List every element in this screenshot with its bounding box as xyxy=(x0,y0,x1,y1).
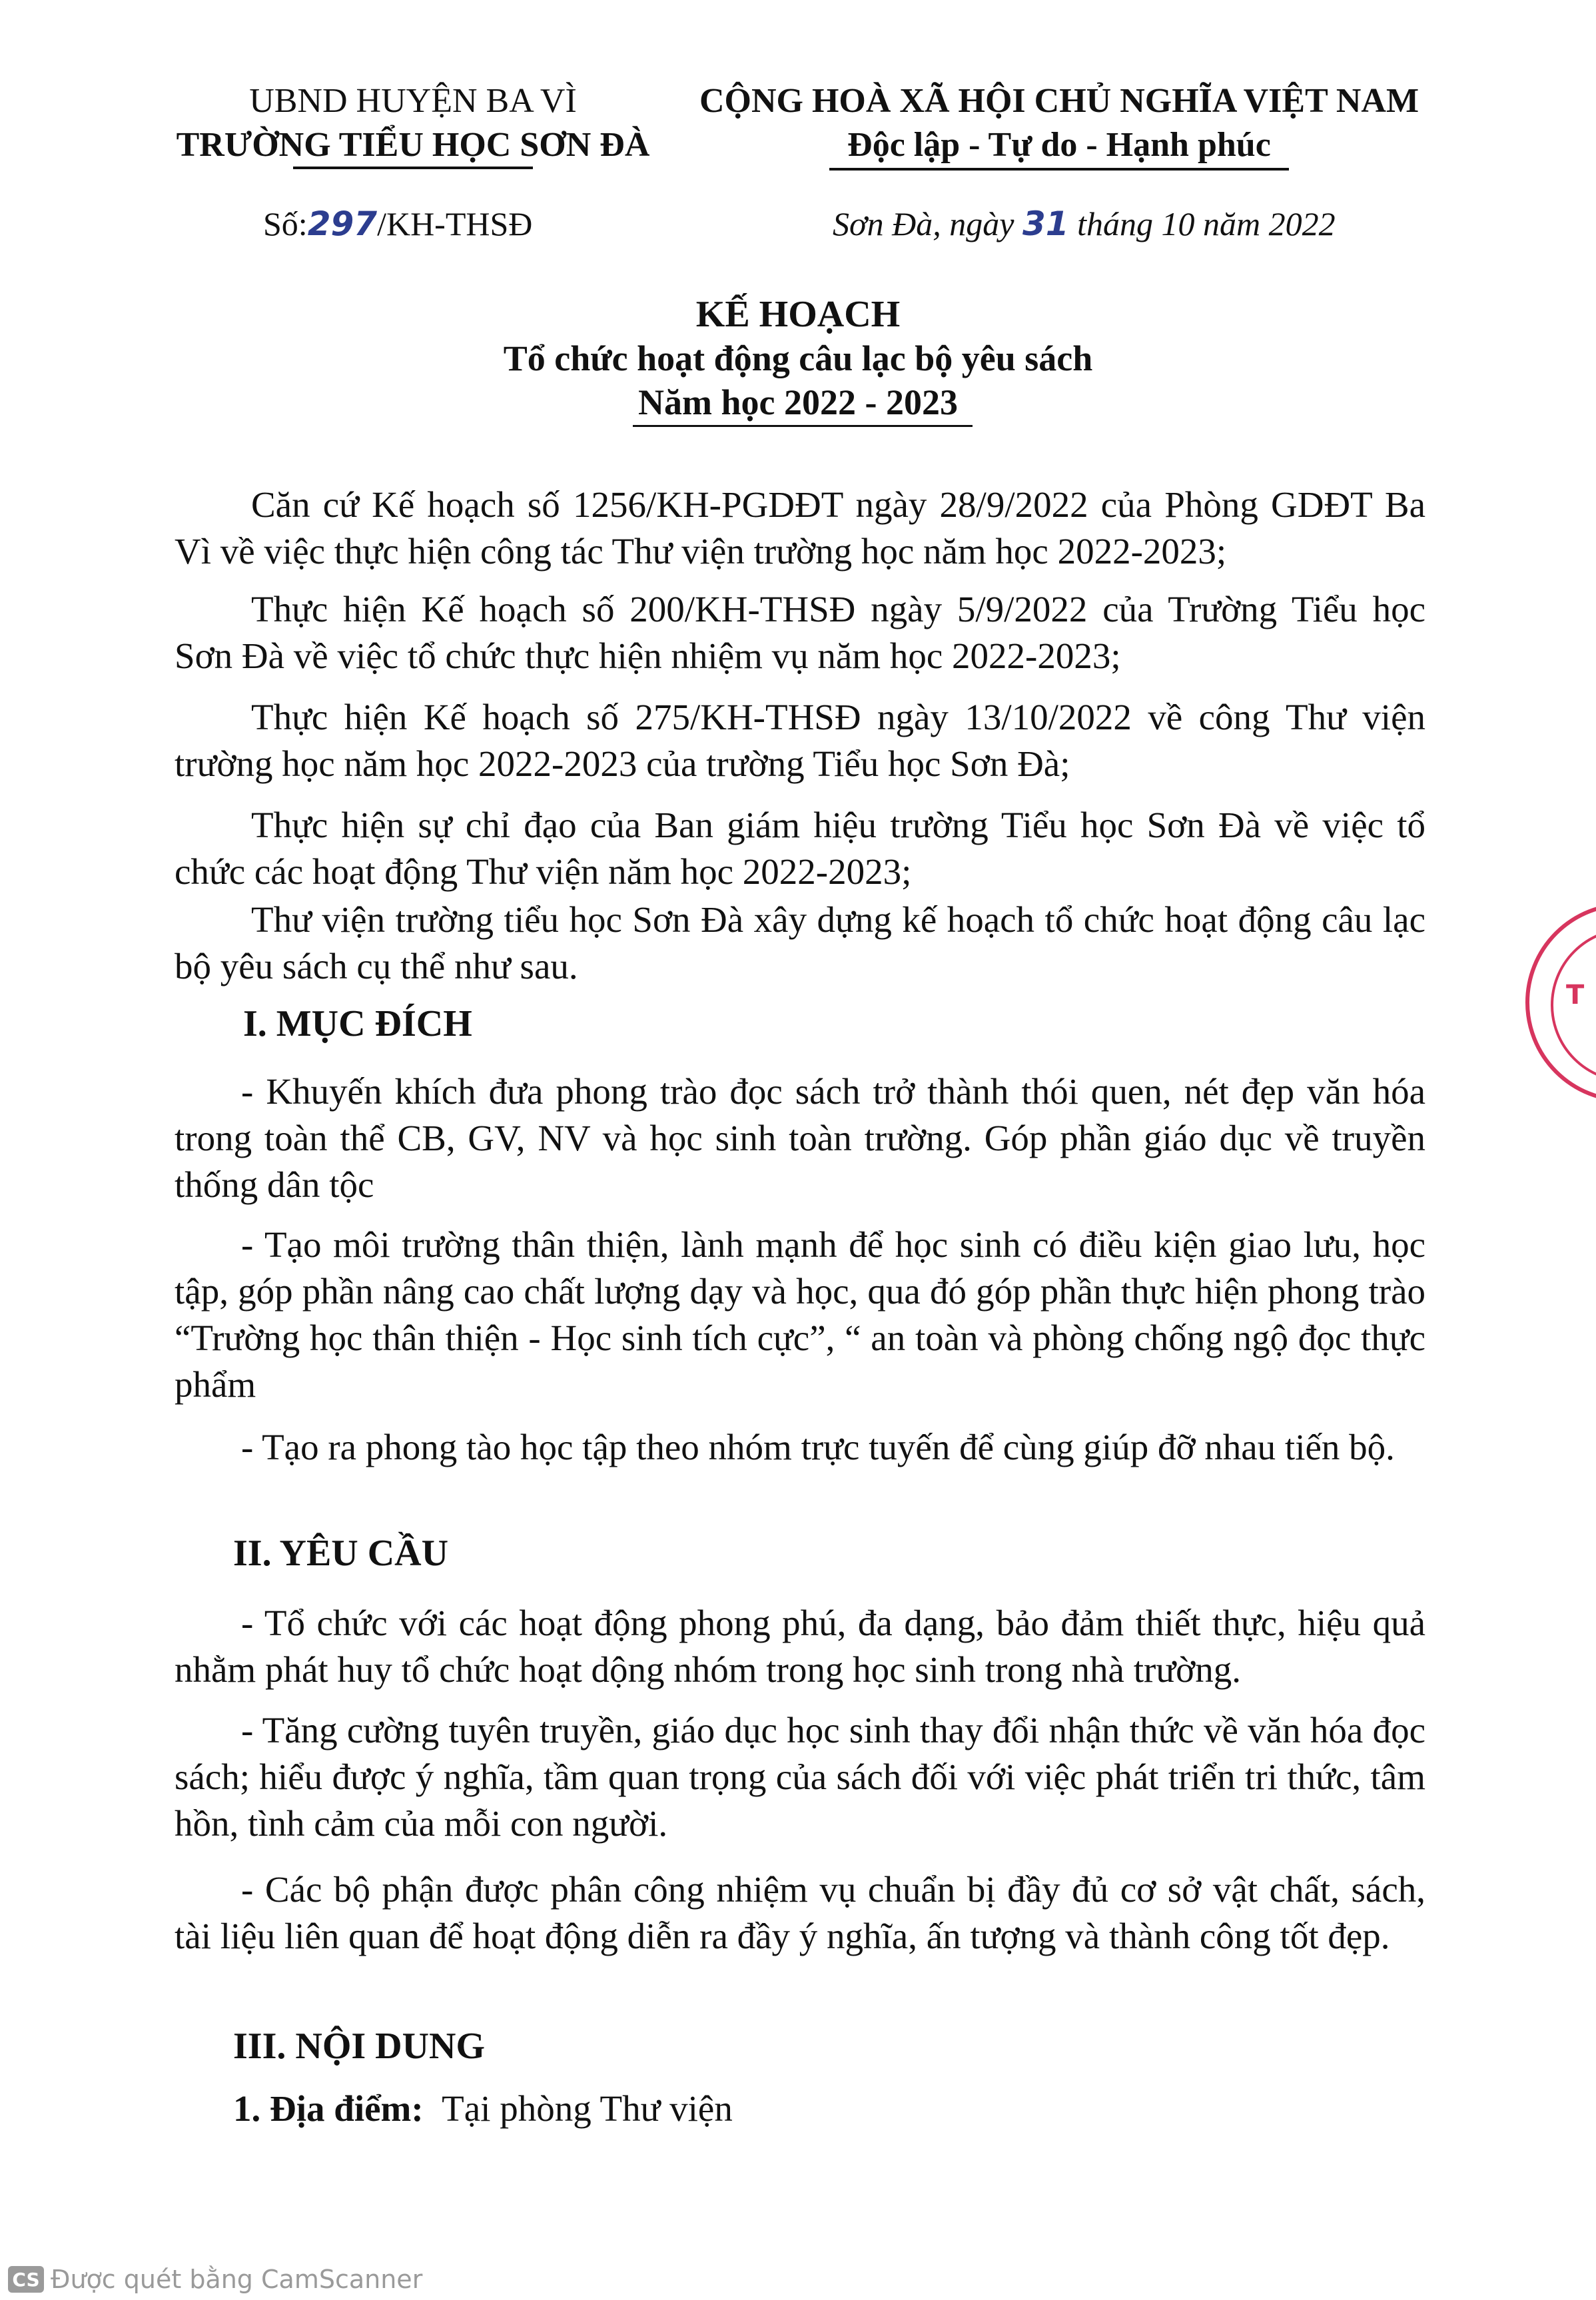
camscanner-logo-icon: CS xyxy=(8,2266,44,2293)
section-heading: III. NỘI DUNG xyxy=(233,2026,486,2067)
header-motto: Độc lập - Tự do - Hạnh phúc xyxy=(847,126,1271,164)
camscanner-text: Được quét bằng CamScanner xyxy=(51,2265,423,2294)
location-label: 1. Địa điểm: xyxy=(233,2088,424,2129)
section-item: - Các bộ phận được phân công nhiệm vụ chuẩn bị đầy đủ cơ sở vật chất, sách, tài liệu liên quan để hoạt động diễn ra đầy ý nghĩa, ấn tượng và thành công tốt đẹp. xyxy=(175,1869,1425,1956)
title-underline xyxy=(633,425,973,427)
header-authority: UBND HUYỆN BA VÌ xyxy=(249,82,577,120)
preamble-paragraph: Căn cứ Kế hoạch số 1256/KH-PGDĐT ngày 28/9/2022 của Phòng GDĐT Ba Vì về việc thực hiện công tác Thư viện trường học năm học 2022-2023; xyxy=(175,484,1425,572)
handwritten-day: 31 xyxy=(1022,204,1069,243)
preamble-paragraph: Thư viện trường tiểu học Sơn Đà xây dựng kế hoạch tổ chức hoạt động câu lạc bộ yêu sách cụ thể như sau. xyxy=(175,899,1425,986)
location-line xyxy=(233,2088,733,2129)
section-item: - Tạo môi trường thân thiện, lành mạnh để học sinh có điều kiện giao lưu, học tập, góp phần nâng cao chất lượng dạy và học, qua đó góp phần thực hiện phong trào “Trường học thân thiện - Học sinh tích cực”, “ an toàn và phòng chống ngộ đọc thực phẩm xyxy=(175,1224,1425,1405)
section-item: - Tăng cường tuyên truyền, giáo dục học sinh thay đổi nhận thức về văn hóa đọc sách; hiểu được ý nghĩa, tầm quan trọng của sách đối với việc phát triển tri thức, tâm hồn, tình cảm của mỗi con người. xyxy=(175,1710,1425,1844)
document-date: Sơn Đà, ngày 31 tháng 10 năm 2022 xyxy=(833,204,1336,243)
location-value: Tại phòng Thư viện xyxy=(442,2088,733,2129)
header-motto-underline xyxy=(829,168,1289,171)
title-subject: Tổ chức hoạt động câu lạc bộ yêu sách xyxy=(503,338,1093,378)
section-heading: II. YÊU CẦU xyxy=(233,1533,449,1574)
section-heading: I. MỤC ĐÍCH xyxy=(243,1003,472,1044)
document-number: Số:297/KH-THSĐ xyxy=(263,204,533,243)
preamble-paragraph: Thực hiện Kế hoạch số 200/KH-THSĐ ngày 5/9/2022 của Trường Tiểu học Sơn Đà về việc tổ chức thực hiện nhiệm vụ năm học 2022-2023; xyxy=(175,589,1425,676)
section-item: - Khuyến khích đưa phong trào đọc sách trở thành thói quen, nét đẹp văn hóa trong toàn thể CB, GV, NV và học sinh toàn trường. Góp phần giáo dục về truyền thống dân tộc xyxy=(175,1071,1425,1205)
camscanner-watermark xyxy=(8,2265,422,2294)
title-year: Năm học 2022 - 2023 xyxy=(638,382,958,422)
section-item: - Tạo ra phong tào học tập theo nhóm trực tuyến để cùng giúp đỡ nhau tiến bộ. xyxy=(241,1427,1395,1467)
header-school: TRƯỜNG TIỂU HỌC SƠN ĐÀ xyxy=(176,126,650,164)
header-school-underline xyxy=(293,167,533,169)
official-seal-stamp: T xyxy=(1525,903,1596,1102)
preamble-paragraph: Thực hiện Kế hoạch số 275/KH-THSĐ ngày 13/10/2022 về công Thư viện trường học năm học 2022-2023 của trường Tiểu học Sơn Đà; xyxy=(175,697,1425,784)
header-country: CỘNG HOÀ XÃ HỘI CHỦ NGHĨA VIỆT NAM xyxy=(699,82,1419,120)
handwritten-number: 297 xyxy=(307,204,378,243)
preamble-paragraph: Thực hiện sự chỉ đạo của Ban giám hiệu trường Tiểu học Sơn Đà về việc tổ chức các hoạt động Thư viện năm học 2022-2023; xyxy=(175,805,1425,892)
section-item: - Tổ chức với các hoạt động phong phú, đa dạng, bảo đảm thiết thực, hiệu quả nhằm phát huy tổ chức hoạt dộng nhóm trong học sinh trong nhà trường. xyxy=(175,1603,1425,1690)
title-main: KẾ HOẠCH xyxy=(695,294,901,335)
